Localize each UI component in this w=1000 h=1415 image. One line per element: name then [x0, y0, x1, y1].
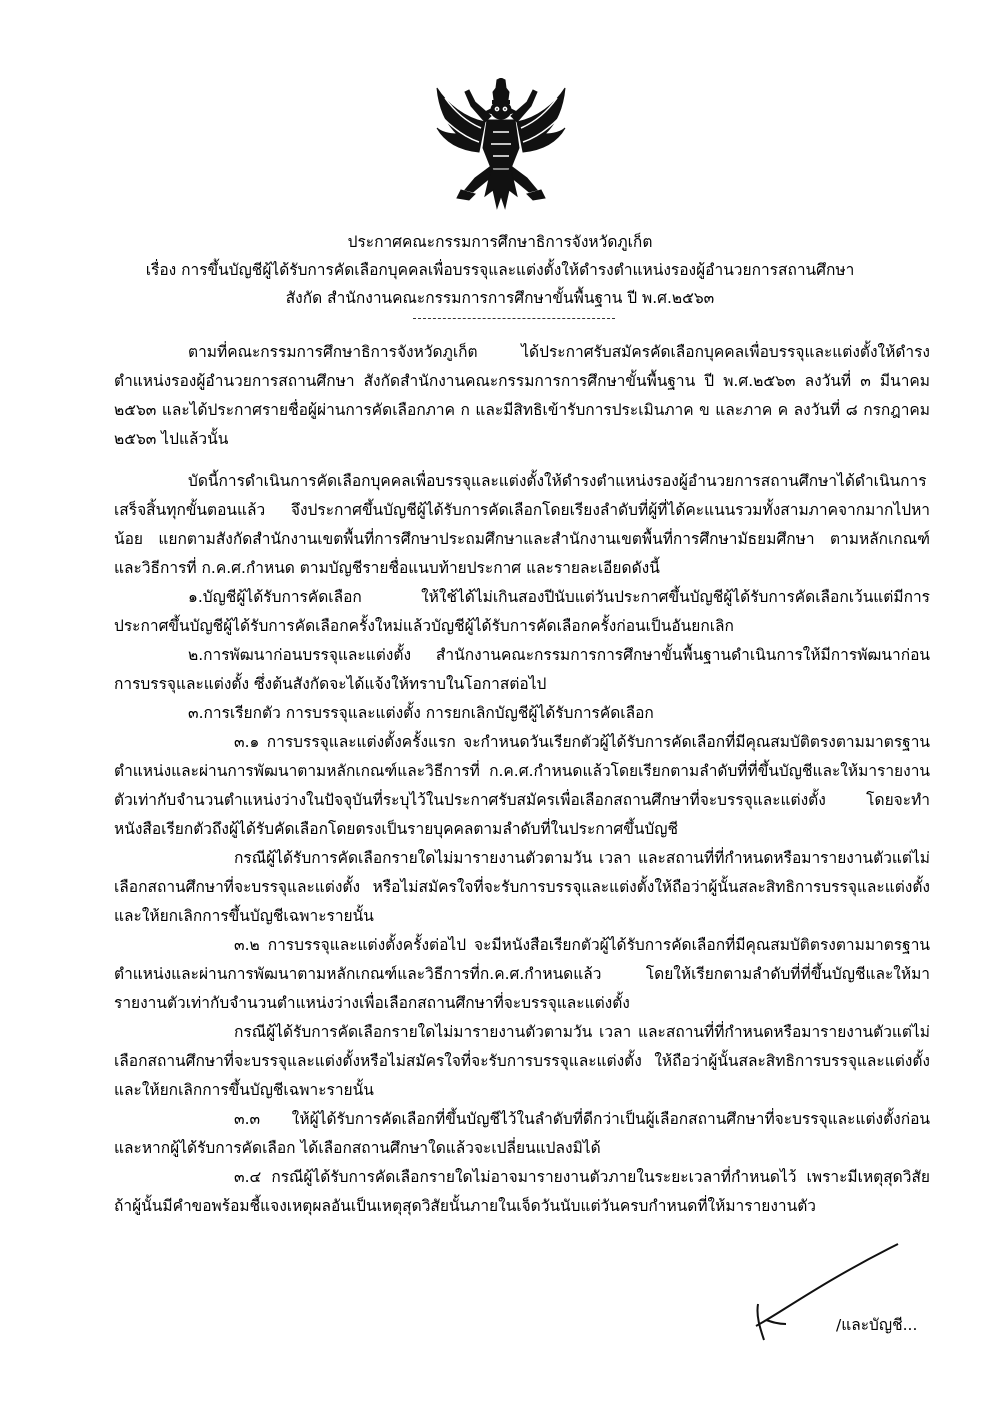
header-divider [413, 318, 615, 319]
paragraph-item-3: ๓.การเรียกตัว การบรรจุและแต่งตั้ง การยกเลิกบัญชีผู้ได้รับการคัดเลือก [188, 704, 654, 722]
paragraph-item-3-2-case: กรณีผู้ได้รับการคัดเลือกรายใดไม่มารายงานตัวตามวัน เวลา และสถานที่ที่กำหนดหรือมารายงานตัวแต่ไม่เลือกสถานศึกษาที่จะบรรจุและแต่งตั้งหรือไม่สมัครใจที่จะรับการบรรจุและแต่งตั้ง ให้ถือว่าผู้นั้นสละสิทธิการบรรจุและแต่งตั้ง และให้ยกเลิกการขึ้นบัญชีเฉพาะรายนั้น [114, 1023, 930, 1099]
announcement-issuer: ประกาศคณะกรรมการศึกษาธิการจังหวัดภูเก็ต [347, 233, 653, 251]
paragraph-background: ตามที่คณะกรรมการศึกษาธิการจังหวัดภูเก็ต ได้ประกาศรับสมัครคัดเลือกบุคคลเพื่อบรรจุและแต่งตั้งให้ดำรงตำแหน่งรองผู้อำนวยการสถานศึกษา สังกัดสำนักงานคณะกรรมการการศึกษาขั้นพื้นฐาน ปี พ.ศ.๒๕๖๓ ลงวันที่ ๓ มีนาคม ๒๕๖๓ และได้ประกาศรายชื่อผู้ผ่านการคัดเลือกภาค ก และมีสิทธิเข้ารับการประเมินภาค ข และภาค ค ลงวันที่ ๘ กรกฎาคม ๒๕๖๓ ไปแล้วนั้น [114, 343, 930, 448]
announcement-body [114, 338, 930, 1221]
paragraph-item-1: ๑.บัญชีผู้ได้รับการคัดเลือก ให้ใช้ได้ไม่เกินสองปีนับแต่วันประกาศขึ้นบัญชีผู้ได้รับการคัดเลือกเว้นแต่มีการประกาศขึ้นบัญชีผู้ได้รับการคัดเลือกครั้งใหม่แล้วบัญชีผู้ได้รับการคัดเลือกครั้งก่อนเป็นอันยกเลิก [114, 588, 930, 635]
paragraph-item-3-1: ๓.๑ การบรรจุและแต่งตั้งครั้งแรก จะกำหนดวันเรียกตัวผู้ได้รับการคัดเลือกที่มีคุณสมบัติตรงตามมาตรฐานตำแหน่งและผ่านการพัฒนาตามหลักเกณฑ์และวิธีการที่ ก.ค.ศ.กำหนดแล้วโดยเรียกตามลำดับที่ที่ขึ้นบัญชีและให้มารายงานตัวเท่ากับจำนวนตำแหน่งว่างในปัจจุบันที่ระบุไว้ในประกาศรับสมัครเพื่อเลือกสถานศึกษาที่จะบรรจุและแต่งตั้ง โดยจะทำหนังสือเรียกตัวถึงผู้ได้รับคัดเลือกโดยตรงเป็นรายบุคคลตามลำดับที่ในประกาศขึ้นบัญชี [114, 733, 930, 838]
paragraph-item-2: ๒.การพัฒนาก่อนบรรจุและแต่งตั้ง สำนักงานคณะกรรมการการศึกษาขั้นพื้นฐานดำเนินการให้มีการพัฒนาก่อนการบรรจุและแต่งตั้ง ซึ่งต้นสังกัดจะได้แจ้งให้ทราบในโอกาสต่อไป [114, 646, 930, 693]
page-continuation: /และบัญชี... [836, 1316, 918, 1334]
garuda-emblem-icon [435, 78, 567, 214]
announcement-affiliation: สังกัด สำนักงานคณะกรรมการการศึกษาขั้นพื้นฐาน ปี พ.ศ.๒๕๖๓ [285, 289, 715, 307]
paragraph-item-3-4: ๓.๔ กรณีผู้ได้รับการคัดเลือกรายใดไม่อาจมารายงานตัวภายในระยะเวลาที่กำหนดไว้ เพราะมีเหตุสุดวิสัย ถ้าผู้นั้นมีคำขอพร้อมชี้แจงเหตุผลอันเป็นเหตุสุดวิสัยนั้นภายในเจ็ดวันนับแต่วันครบกำหนดที่ให้มารายงานตัว [114, 1168, 930, 1215]
paragraph-item-3-3: ๓.๓ ให้ผู้ได้รับการคัดเลือกที่ขึ้นบัญชีไว้ในลำดับที่ดีกว่าเป็นผู้เลือกสถานศึกษาที่จะบรรจุและแต่งตั้งก่อนและหากผู้ได้รับการคัดเลือก ได้เลือกสถานศึกษาใดแล้วจะเปลี่ยนแปลงมิได้ [114, 1110, 930, 1157]
paragraph-item-3-2: ๓.๒ การบรรจุและแต่งตั้งครั้งต่อไป จะมีหนังสือเรียกตัวผู้ได้รับการคัดเลือกที่มีคุณสมบัติตรงตามมาตรฐานตำแหน่งและผ่านการพัฒนาตามหลักเกณฑ์และวิธีการที่ก.ค.ศ.กำหนดแล้ว โดยให้เรียกตามลำดับที่ที่ขึ้นบัญชีและให้มารายงานตัวเท่ากับจำนวนตำแหน่งว่างเพื่อเลือกสถานศึกษาที่จะบรรจุและแต่งตั้ง [114, 936, 930, 1012]
paragraph-announcement: บัดนี้การดำเนินการคัดเลือกบุคคลเพื่อบรรจุและแต่งตั้งให้ดำรงตำแหน่งรองผู้อำนวยการสถานศึกษาได้ดำเนินการเสร็จสิ้นทุกขั้นตอนแล้ว จึงประกาศขึ้นบัญชีผู้ได้รับการคัดเลือกโดยเรียงลำดับที่ผู้ที่ได้คะแนนรวมทั้งสามภาคจากมากไปหาน้อย แยกตามสังกัดสำนักงานเขตพื้นที่การศึกษาประถมศึกษาและสำนักงานเขตพื้นที่การศึกษามัธยมศึกษา ตามหลักเกณฑ์และวิธีการที่ ก.ค.ศ.กำหนด ตามบัญชีรายชื่อแนบท้ายประกาศ และรายละเอียดดังนี้ [114, 472, 930, 577]
announcement-header [0, 228, 1000, 312]
announcement-subject: เรื่อง การขึ้นบัญชีผู้ได้รับการคัดเลือกบุคคลเพื่อบรรจุและแต่งตั้งให้ดำรงตำแหน่งรองผู้อำนวยการสถานศึกษา [145, 261, 855, 279]
paragraph-item-3-1-case: กรณีผู้ได้รับการคัดเลือกรายใดไม่มารายงานตัวตามวัน เวลา และสถานที่ที่กำหนดหรือมารายงานตัวแต่ไม่เลือกสถานศึกษาที่จะบรรจุและแต่งตั้ง หรือไม่สมัครใจที่จะรับการบรรจุและแต่งตั้งให้ถือว่าผู้นั้นสละสิทธิการบรรจุและแต่งตั้งและให้ยกเลิกการขึ้นบัญชีเฉพาะรายนั้น [114, 849, 930, 925]
